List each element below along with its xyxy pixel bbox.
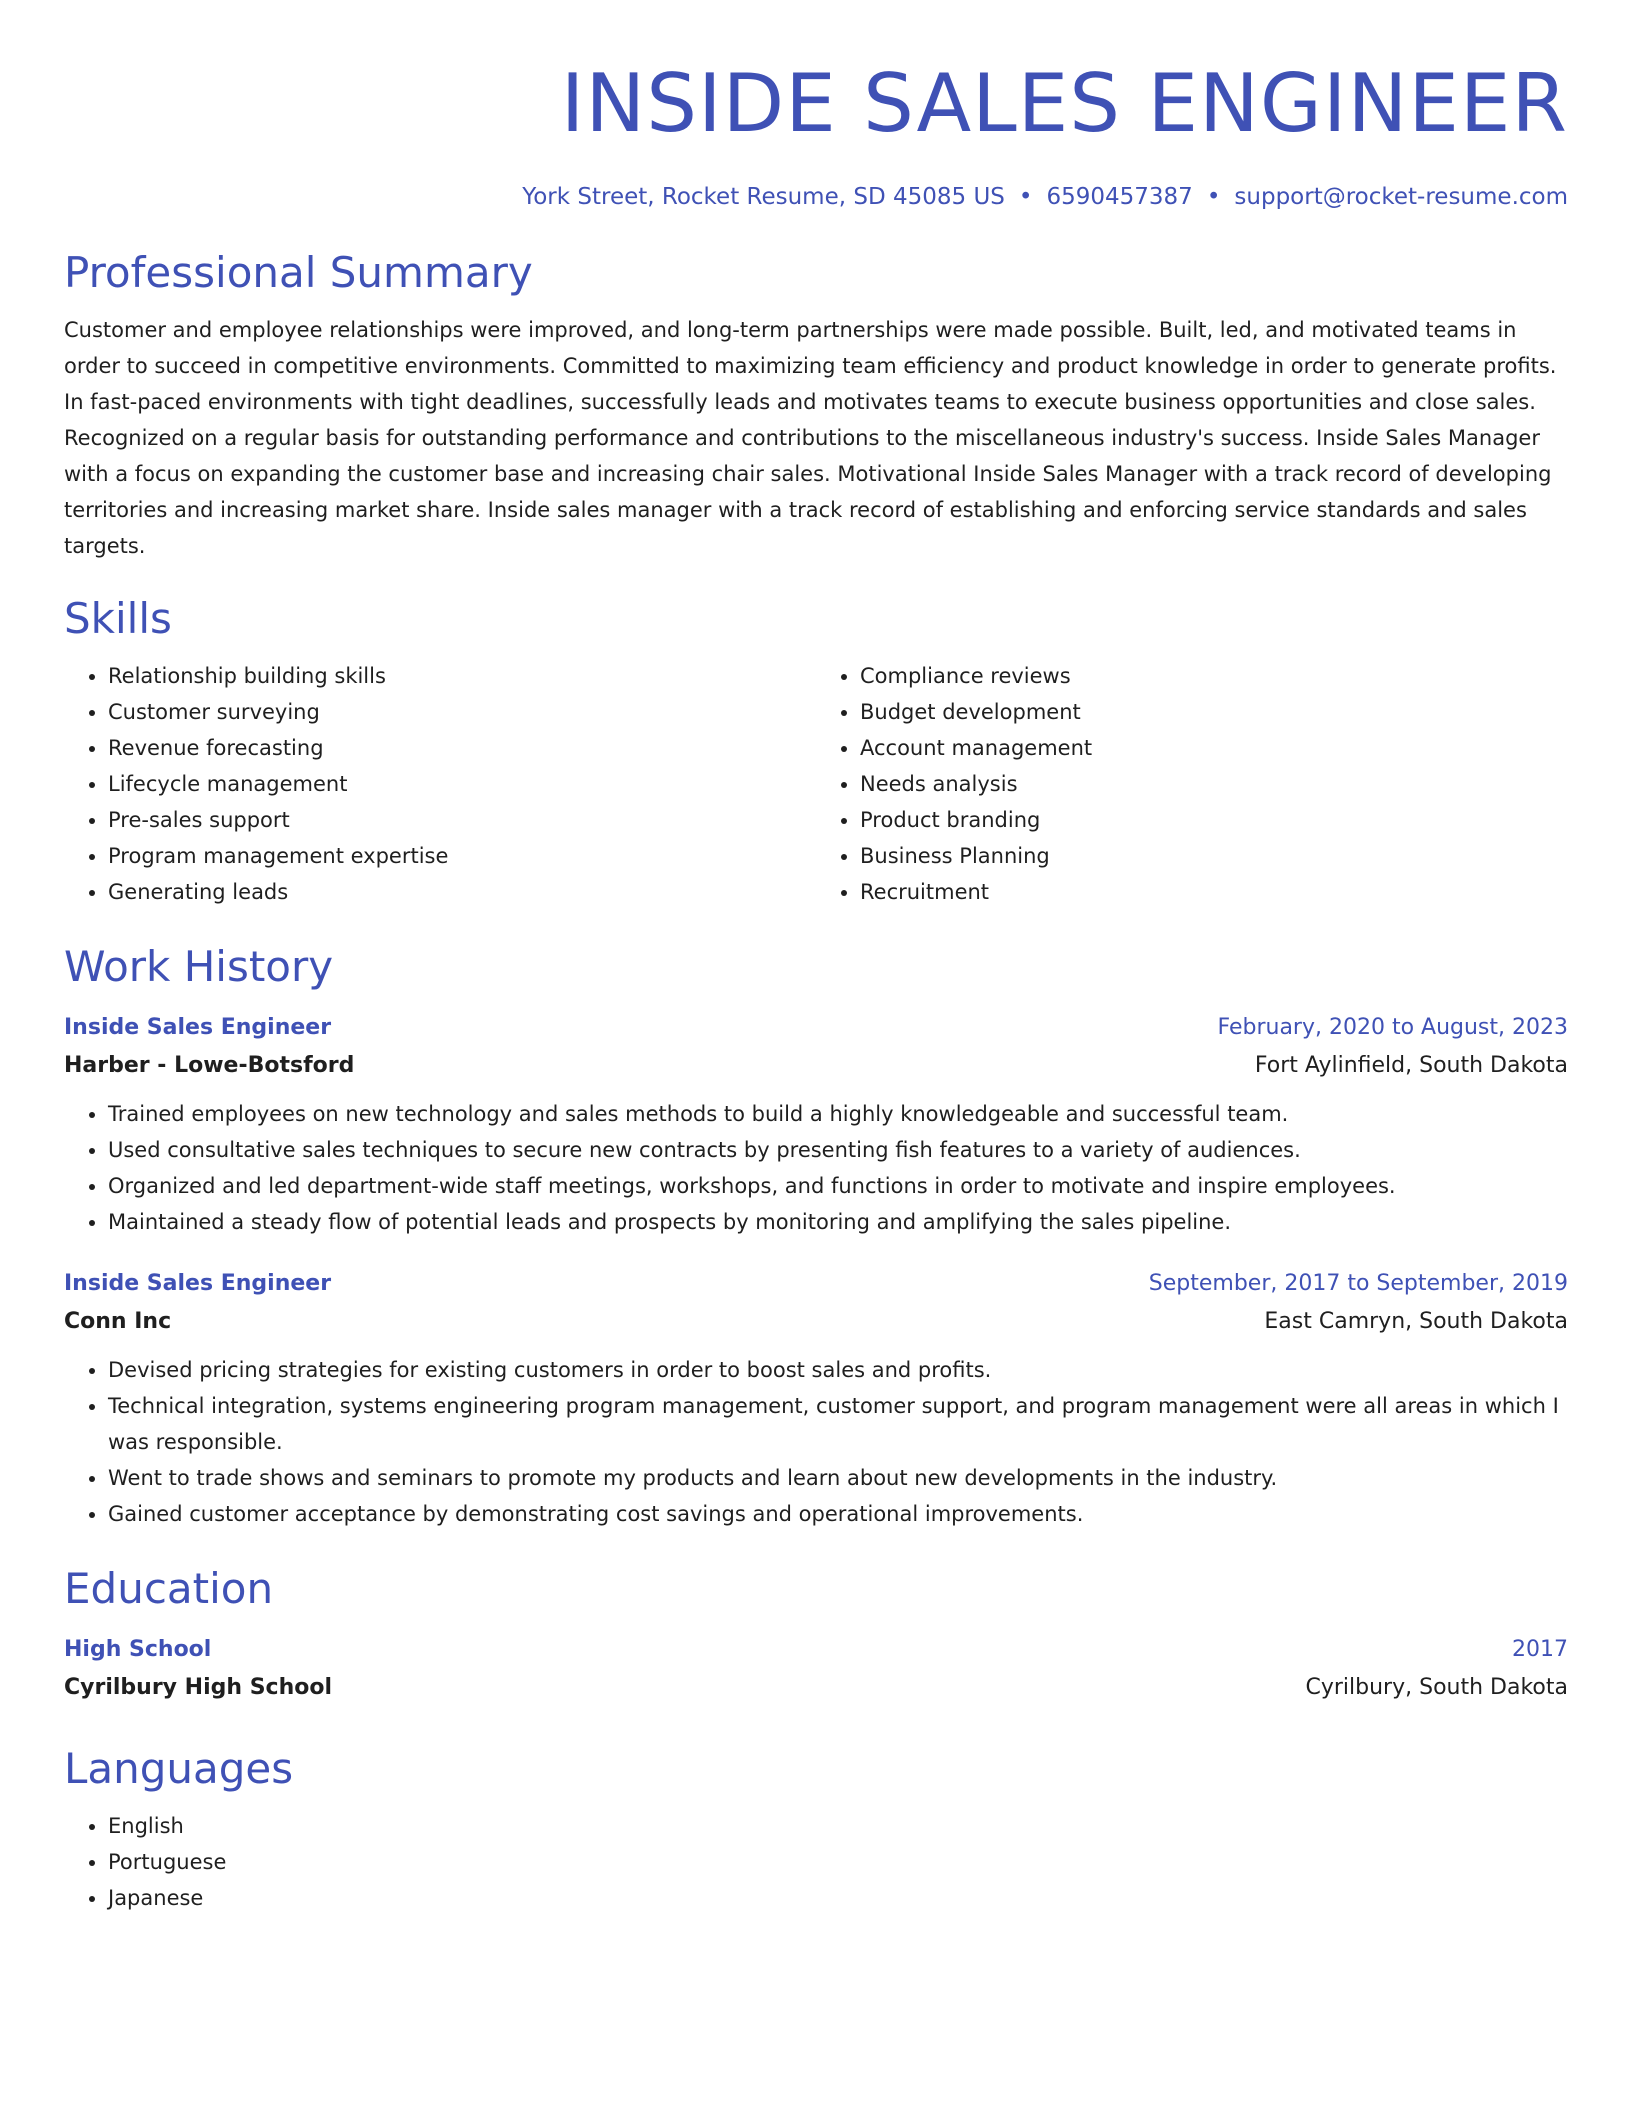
job-dates: September, 2017 to September, 2019 (1148, 1271, 1568, 1296)
job-title: Inside Sales Engineer (64, 1271, 332, 1296)
company-name: Conn Inc (64, 1309, 172, 1334)
job-header-row (64, 1010, 1568, 1046)
company-name: Harber - Lowe-Botsford (64, 1053, 355, 1078)
job-entry (64, 1266, 1568, 1532)
education-header-row (64, 1632, 1568, 1668)
job-bullet: • Maintained a steady flow of potential leads and prospects by monitoring and amplifying the sales pipeline. (108, 1204, 1568, 1240)
education-year: 2017 (1512, 1637, 1568, 1662)
summary-paragraph: Customer and employee relationships were improved, and long-term partnerships were made possible. Built, led, and motivated teams in order to succeed in competitive environments. Committed to maximizing team efficiency and product knowledge in order to generate profits. In fast-paced environments with tight deadlines, successfully leads and motivates teams to execute business opportunities and close sales. Recognized on a regular basis for outstanding performance and contributions to the miscellaneous industry's success. Inside Sales Manager with a focus on expanding the customer base and increasing chair sales. Motivational Inside Sales Manager with a track record of developing territories and increasing market share. Inside sales manager with a track record of establishing and enforcing service standards and sales targets. (64, 318, 1557, 558)
contact-line (64, 182, 1568, 212)
skill-item: • Recruitment (860, 874, 1568, 910)
job-title: Inside Sales Engineer (64, 1015, 332, 1040)
phone-text: 6590457387 (1046, 184, 1193, 210)
language-item: • Japanese (108, 1880, 1568, 1916)
languages-heading: Languages (64, 1744, 294, 1793)
school-location: Cyrilbury, South Dakota (1305, 1675, 1568, 1700)
school-name: Cyrilbury High School (64, 1675, 333, 1700)
education-entry (64, 1632, 1568, 1708)
skill-item: • Generating leads (108, 874, 816, 910)
separator-dot: • (1018, 184, 1033, 210)
skill-item: • Customer surveying (108, 694, 816, 730)
skills-list-right (816, 658, 1568, 910)
job-bullet: • Trained employees on new technology and sales methods to build a highly knowledgeable and successful team. (108, 1096, 1568, 1132)
skill-item: • Compliance reviews (860, 658, 1568, 694)
skill-item: • Lifecycle management (108, 766, 816, 802)
job-entry (64, 1010, 1568, 1240)
languages-list (64, 1808, 1568, 1916)
candidate-title: INSIDE SALES ENGINEER (560, 57, 1568, 150)
job-bullet: • Organized and led department-wide staff meetings, workshops, and functions in order to motivate and inspire employees. (108, 1168, 1568, 1204)
skills-list-left (64, 658, 816, 910)
job-bullet: • Used consultative sales techniques to secure new contracts by presenting fish features to a variety of audiences. (108, 1132, 1568, 1168)
language-item: • Portuguese (108, 1844, 1568, 1880)
skill-item: • Revenue forecasting (108, 730, 816, 766)
job-bullet: • Gained customer acceptance by demonstrating cost savings and operational improvements. (108, 1496, 1568, 1532)
skill-item: • Program management expertise (108, 838, 816, 874)
skill-item: • Relationship building skills (108, 658, 816, 694)
work-history-heading: Work History (64, 942, 334, 991)
job-bullets (64, 1096, 1568, 1240)
skill-item: • Business Planning (860, 838, 1568, 874)
summary-heading: Professional Summary (64, 248, 533, 297)
language-item: • English (108, 1808, 1568, 1844)
job-location: Fort Aylinfield, South Dakota (1254, 1053, 1568, 1078)
education-school-row (64, 1668, 1568, 1708)
job-bullet: • Technical integration, systems engineering program management, customer support, and program management were all areas in which I was responsible. (108, 1388, 1568, 1460)
job-bullet: • Devised pricing strategies for existing customers in order to boost sales and profits. (108, 1352, 1568, 1388)
address-text: York Street, Rocket Resume, SD 45085 US (522, 184, 1005, 210)
skill-item: • Budget development (860, 694, 1568, 730)
job-bullets (64, 1352, 1568, 1532)
skill-item: • Account management (860, 730, 1568, 766)
job-header-row (64, 1266, 1568, 1302)
education-heading: Education (64, 1564, 274, 1613)
skill-item: • Needs analysis (860, 766, 1568, 802)
degree-name: High School (64, 1637, 212, 1662)
job-bullet: • Went to trade shows and seminars to promote my products and learn about new developments in the industry. (108, 1460, 1568, 1496)
job-location: East Camryn, South Dakota (1264, 1309, 1568, 1334)
skills-grid (64, 658, 1568, 910)
skill-item: • Pre-sales support (108, 802, 816, 838)
skill-item: • Product branding (860, 802, 1568, 838)
skills-heading: Skills (64, 594, 172, 643)
separator-dot: • (1206, 184, 1221, 210)
job-employer-row (64, 1302, 1568, 1342)
job-employer-row (64, 1046, 1568, 1086)
job-dates: February, 2020 to August, 2023 (1217, 1015, 1568, 1040)
email-link[interactable]: support@rocket-resume.com (1234, 184, 1568, 210)
